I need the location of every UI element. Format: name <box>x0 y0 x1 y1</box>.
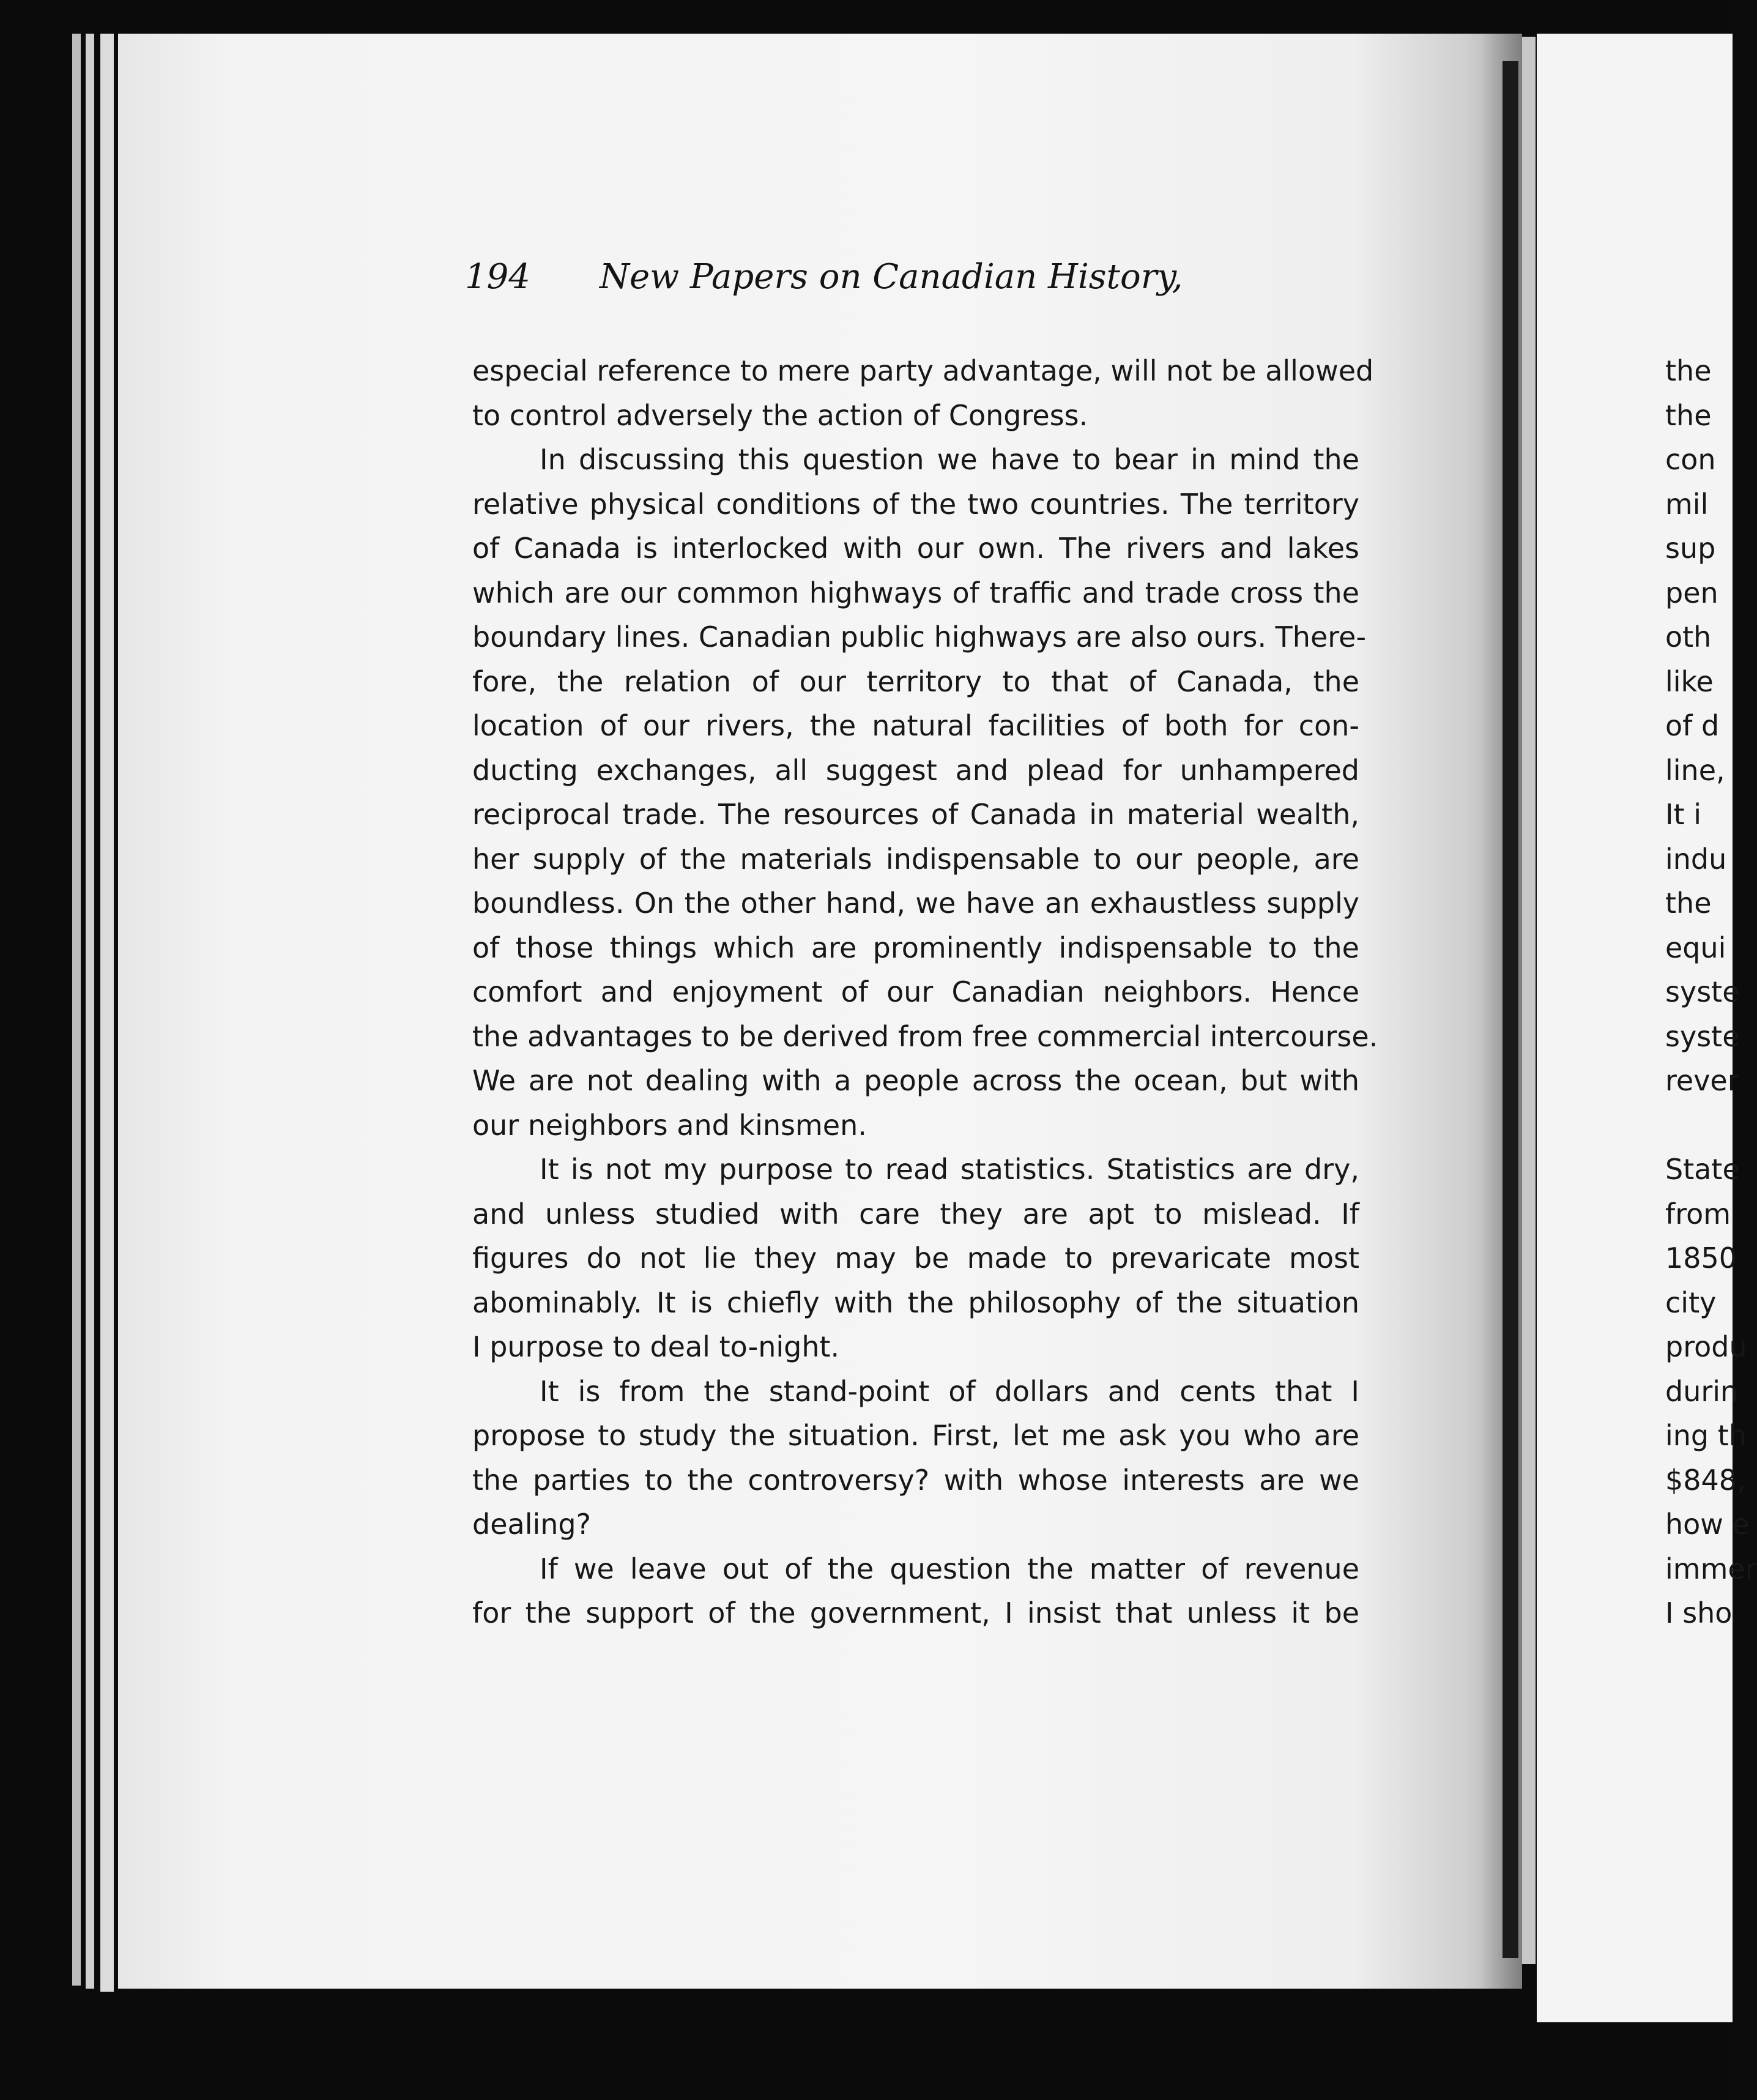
text-line: especial reference to mere party advantage, will not be allowed <box>472 354 1374 387</box>
right-text-fragment: 1850 <box>1665 1242 1737 1275</box>
page-number: 194 <box>465 257 530 297</box>
right-text-fragment: line, <box>1665 753 1725 787</box>
running-header <box>465 257 1183 297</box>
right-text-fragment: the <box>1665 354 1712 387</box>
right-text-fragment: durin <box>1665 1374 1739 1408</box>
right-text-fragment: how e <box>1665 1508 1750 1541</box>
text-line: fore, the relation of our territory to that of Canada, the <box>472 665 1359 698</box>
gutter-strip <box>1522 37 1536 1964</box>
right-text-fragment: ing th <box>1665 1419 1747 1452</box>
right-text-fragment: It i <box>1665 798 1702 831</box>
right-text-fragment: syste <box>1665 975 1740 1008</box>
text-line: the advantages to be derived from free commercial intercourse. <box>472 1019 1378 1053</box>
text-line: of those things which are prominently indispensable to the <box>472 931 1359 964</box>
right-text-fragment: pen <box>1665 576 1718 609</box>
right-text-fragment: mil <box>1665 487 1709 521</box>
text-line: boundary lines. Canadian public highways are also ours. There- <box>472 620 1367 653</box>
text-line: boundless. On the other hand, we have an exhaustless supply <box>472 887 1359 920</box>
text-line: propose to study the situation. First, let me ask you who are <box>472 1419 1359 1452</box>
right-text-fragment: sup <box>1665 532 1716 565</box>
paragraph-first-line: In discussing this question we have to bear in mind the <box>540 443 1359 476</box>
text-line: reciprocal trade. The resources of Canada in material wealth, <box>472 798 1359 831</box>
right-text-fragment: produ <box>1665 1330 1747 1363</box>
right-text-fragment: rever <box>1665 1064 1739 1097</box>
right-text-fragment: the <box>1665 398 1712 432</box>
right-text-fragment: equi <box>1665 931 1726 964</box>
body-text <box>472 349 1378 1636</box>
text-line: her supply of the materials indispensable to our people, are <box>472 842 1359 876</box>
binding-gutter <box>1503 61 1518 1958</box>
text-line: comfort and enjoyment of our Canadian neighbors. Hence <box>472 975 1359 1008</box>
right-text-fragment: con <box>1665 443 1716 476</box>
right-text-fragment: from <box>1665 1197 1731 1231</box>
text-line: location of our rivers, the natural facilities of both for con- <box>472 709 1359 742</box>
page-edge <box>100 34 114 1992</box>
right-text-fragment: the <box>1665 887 1712 920</box>
text-line: to control adversely the action of Congress. <box>472 398 1088 432</box>
right-text-fragment: of d <box>1665 709 1720 742</box>
text-line: for the support of the government, I insist that unless it be <box>472 1596 1359 1629</box>
text-line: relative physical conditions of the two countries. The territory <box>472 487 1359 521</box>
right-text-fragment: indu <box>1665 842 1727 876</box>
text-line: dealing? <box>472 1508 592 1541</box>
text-line: the parties to the controversy? with whose interests are we <box>472 1463 1359 1497</box>
page-edge <box>72 34 81 1986</box>
paragraph-first-line: It is from the stand-point of dollars and cents that I <box>540 1374 1359 1408</box>
right-text-fragment: $848, <box>1665 1463 1746 1497</box>
text-line: and unless studied with care they are apt to mislead. If <box>472 1197 1359 1231</box>
text-line: I purpose to deal to-night. <box>472 1330 840 1363</box>
right-text-fragment: syste <box>1665 1019 1740 1053</box>
text-line: which are our common highways of traffic and trade cross the <box>472 576 1359 609</box>
text-line: of Canada is interlocked with our own. The rivers and lakes <box>472 532 1359 565</box>
page-edge <box>86 34 94 1989</box>
right-text-gap <box>1665 1103 1757 1148</box>
text-line: our neighbors and kinsmen. <box>472 1108 867 1142</box>
right-text-fragment: State <box>1665 1153 1740 1186</box>
right-page-text <box>1665 349 1757 1636</box>
text-line: figures do not lie they may be made to prevaricate most <box>472 1242 1359 1275</box>
running-title: New Papers on Canadian History, <box>600 257 1183 297</box>
text-line: ducting exchanges, all suggest and plead for unhampered <box>472 753 1359 787</box>
right-text-fragment: I sho <box>1665 1596 1733 1629</box>
right-text-fragment: like <box>1665 665 1714 698</box>
text-line: We are not dealing with a people across the ocean, but with <box>472 1064 1359 1097</box>
right-text-fragment: oth <box>1665 620 1712 653</box>
paragraph-first-line: If we leave out of the question the matter of revenue <box>540 1552 1359 1585</box>
right-text-fragment: immer <box>1665 1552 1757 1585</box>
paragraph-first-line: It is not my purpose to read statistics. Statistics are dry, <box>540 1153 1359 1186</box>
right-text-fragment: city <box>1665 1286 1717 1319</box>
text-line: abominably. It is chiefly with the philosophy of the situation <box>472 1286 1359 1319</box>
